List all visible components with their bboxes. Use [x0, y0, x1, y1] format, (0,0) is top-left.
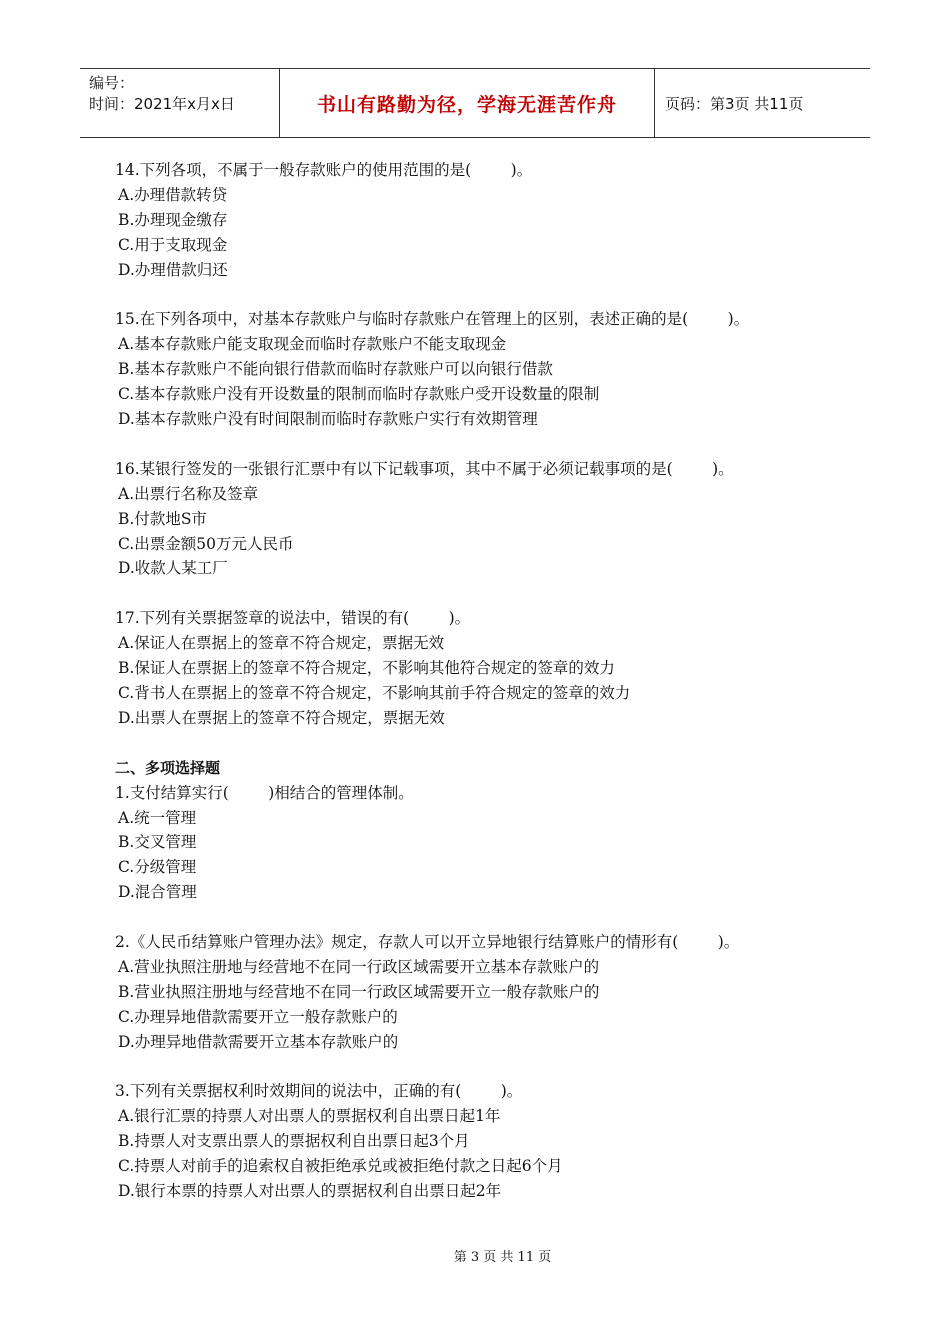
- question-option: B.保证人在票据上的签章不符合规定，不影响其他符合规定的签章的效力: [118, 659, 615, 678]
- header-meta: [80, 69, 280, 137]
- question: [115, 457, 835, 582]
- question-option: C.用于支取现金: [118, 235, 228, 254]
- question-option: D.办理异地借款需要开立基本存款账户的: [118, 1032, 399, 1051]
- question-title: 16.某银行签发的一张银行汇票中有以下记载事项，其中不属于必须记载事项的是( )。: [115, 459, 734, 478]
- question-option: A.办理借款转贷: [118, 185, 228, 204]
- question: [115, 307, 835, 432]
- question-option: D.银行本票的持票人对出票人的票据权利自出票日起2年: [118, 1182, 502, 1201]
- question-option: D.混合管理: [118, 883, 197, 902]
- question-option: B.基本存款账户不能向银行借款而临时存款账户可以向银行借款: [118, 360, 553, 379]
- section-title: 二、多项选择题: [115, 758, 221, 777]
- question-option: C.背书人在票据上的签章不符合规定，不影响其前手符合规定的签章的效力: [118, 683, 631, 702]
- question-option: B.交叉管理: [118, 833, 197, 852]
- question-option: A.出票行名称及签章: [118, 484, 259, 503]
- document-header: [80, 68, 870, 138]
- header-motto: 书山有路勤为径，学海无涯苦作舟: [280, 69, 655, 137]
- question: [115, 781, 835, 906]
- question-option: A.统一管理: [118, 808, 197, 827]
- question-option: D.基本存款账户没有时间限制而临时存款账户实行有效期管理: [118, 410, 538, 429]
- time-label: 时间：2021年x月x日: [89, 95, 235, 113]
- question-option: A.营业执照注册地与经营地不在同一行政区域需要开立基本存款账户的: [118, 957, 600, 976]
- multiple-choice-questions: [115, 781, 835, 1204]
- question: [115, 930, 835, 1055]
- single-choice-questions: [115, 158, 835, 731]
- question-option: C.办理异地借款需要开立一般存款账户的: [118, 1007, 398, 1026]
- question: [115, 606, 835, 731]
- question-option: A.保证人在票据上的签章不符合规定，票据无效: [118, 634, 445, 653]
- number-label: 编号：: [89, 74, 135, 92]
- question-option: C.分级管理: [118, 858, 197, 877]
- question-option: D.办理借款归还: [118, 260, 228, 279]
- document-body: [115, 158, 835, 1229]
- question-title: 17.下列有关票据签章的说法中，错误的有( )。: [115, 609, 471, 628]
- question-option: A.基本存款账户能支取现金而临时存款账户不能支取现金: [118, 335, 507, 354]
- question-option: C.出票金额50万元人民币: [118, 534, 294, 553]
- question: [115, 158, 835, 283]
- question-option: B.办理现金缴存: [118, 210, 228, 229]
- question-title: 2.《人民币结算账户管理办法》规定，存款人可以开立异地银行结算账户的情形有( )。: [115, 933, 740, 952]
- question-option: B.付款地S市: [118, 509, 207, 528]
- question-title: 14.下列各项，不属于一般存款账户的使用范围的是( )。: [115, 161, 533, 179]
- question-option: A.银行汇票的持票人对出票人的票据权利自出票日起1年: [118, 1107, 501, 1126]
- question-option: B.营业执照注册地与经营地不在同一行政区域需要开立一般存款账户的: [118, 982, 600, 1001]
- question-option: B.持票人对支票出票人的票据权利自出票日起3个月: [118, 1132, 470, 1151]
- question-option: D.出票人在票据上的签章不符合规定，票据无效: [118, 708, 445, 727]
- header-page-info: 页码：第3页 共11页: [665, 94, 804, 113]
- page-footer: 第 3 页 共 11 页: [453, 1250, 552, 1265]
- question: [115, 1079, 835, 1204]
- question-title: 1.支付结算实行( )相结合的管理体制。: [115, 783, 414, 802]
- question-title: 15.在下列各项中，对基本存款账户与临时存款账户在管理上的区别，表述正确的是( )。: [115, 310, 750, 329]
- question-option: D.收款人某工厂: [118, 559, 228, 578]
- question-title: 3.下列有关票据权利时效期间的说法中，正确的有( )。: [115, 1082, 523, 1101]
- question-option: C.基本存款账户没有开设数量的限制而临时存款账户受开设数量的限制: [118, 385, 600, 404]
- question-option: C.持票人对前手的追索权自被拒绝承兑或被拒绝付款之日起6个月: [118, 1157, 563, 1176]
